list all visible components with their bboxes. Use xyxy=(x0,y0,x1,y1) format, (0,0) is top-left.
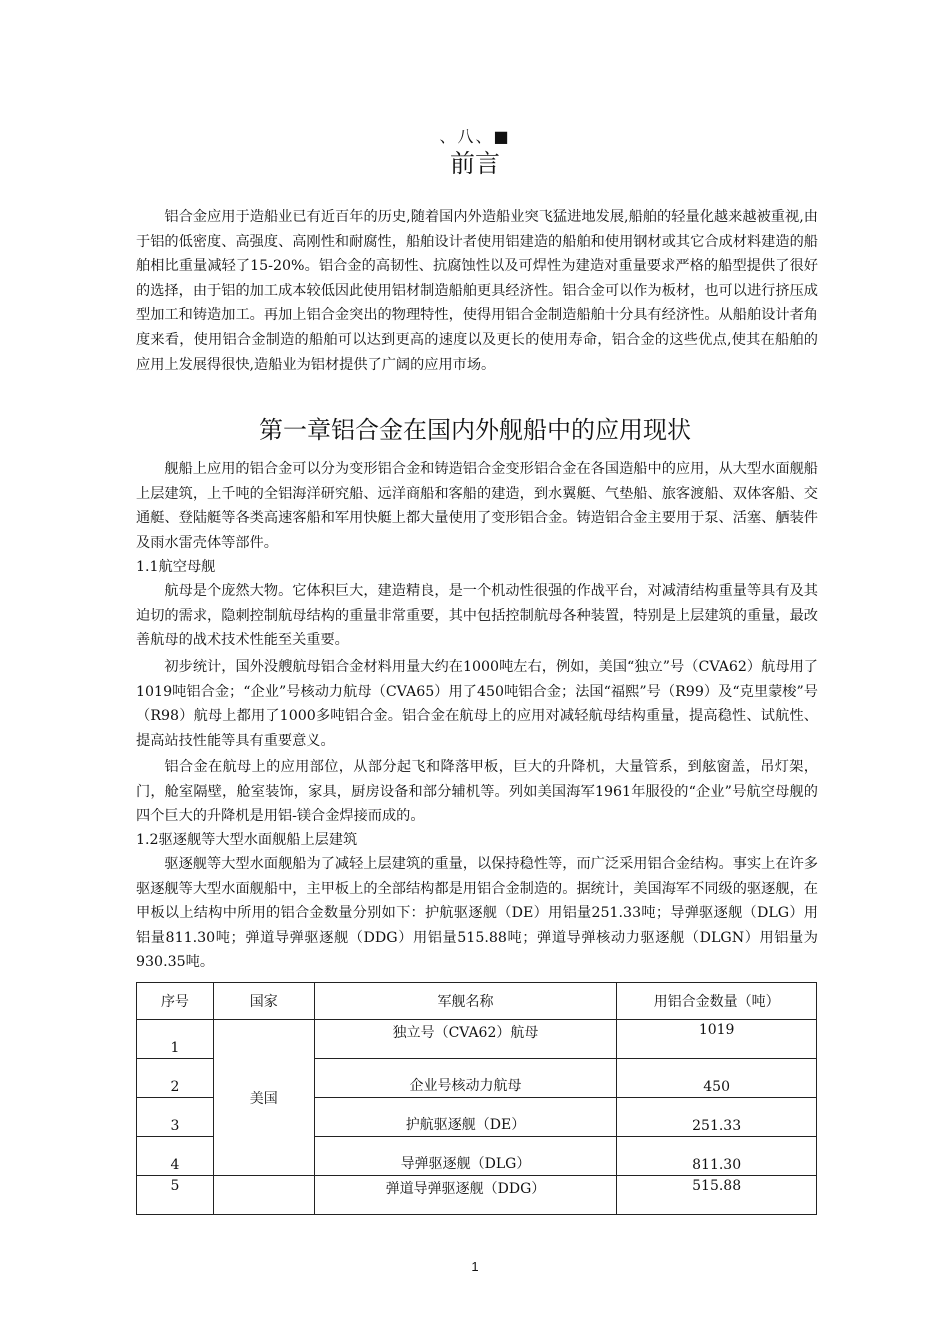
row-number-cell: 4 xyxy=(137,1137,214,1176)
table-header-cell: 军舰名称 xyxy=(314,983,617,1020)
row-number-cell: 1 xyxy=(137,1020,214,1059)
ship-name-cell: 独立号（CVA62）航母 xyxy=(314,1020,617,1059)
header-marker: 、八、■ xyxy=(439,127,511,146)
quantity-cell: 811.30 xyxy=(617,1137,817,1176)
section-1-2-paragraph-1: 驱逐舰等大型水面舰船为了减轻上层建筑的重量，以保持稳性等，而广泛采用铝合金结构。事实上在许多驱逐舰等大型水面舰船中，主甲板上的全部结构都是用铝合金制造的。据统计，美国海军不同级的驱逐舰，在甲板以上结构中所用的铝合金数量分别如下：护航驱逐舰（DE）用铝量251.33吨；导弹驱逐舰（DLG）用铝量811.30吨；弹道导弹驱逐舰（DDG）用铝量515.88吨；弹道导弹核动力驱逐舰（DLGN）用铝量为930.35吨。 xyxy=(136,856,818,971)
section-heading-1-1: 1.1航空母舰 xyxy=(136,559,216,575)
table-header-cell: 用铝合金数量（吨） xyxy=(617,983,817,1020)
chapter-intro-paragraph: 舰船上应用的铝合金可以分为变形铝合金和铸造铝合金变形铝合金在各国造船中的应用，从大型水面舰船上层建筑，上千吨的全铝海洋研究船、远洋商船和客船的建造，到水翼艇、气垫船、旅客渡船、双体客船、交通艇、登陆艇等各类高速客船和军用快艇上都大量使用了变形铝合金。铸造铝合金主要用于泵、活塞、舾装件及雨水雷壳体等部件。 xyxy=(136,461,818,551)
section-heading-1-2: 1.2驱逐舰等大型水面舰船上层建筑 xyxy=(136,832,358,848)
ship-name-cell: 护航驱逐舰（DE） xyxy=(314,1098,617,1137)
chapter-title: 第一章铝合金在国内外舰船中的应用现状 xyxy=(259,416,691,444)
section-1-1-paragraph-2: 初步统计，国外没艘航母铝合金材料用量大约在1000吨左右，例如，美国“独立”号（CVA62）航母用了1019吨铝合金；“企业”号核动力航母（CVA65）用了450吨铝合金；法国“福熙”号（R99）及“克里蒙梭”号（R98）航母上都用了1000多吨铝合金。铝合金在航母上的应用对减轻航母结构重量，提高稳性、试航性、提高站技性能等具有重要意义。 xyxy=(136,659,818,749)
preface-paragraph: 铝合金应用于造船业已有近百年的历史,随着国内外造船业突飞猛进地发展,船舶的轻量化越来越被重视,由于铝的低密度、高强度、高刚性和耐腐性，船舶设计者使用铝建造的船舶和使用钢材或其它合成材料建造的船舶相比重量减轻了15-20%。铝合金的高韧性、抗腐蚀性以及可焊性为建造对重量要求严格的船型提供了很好的选择，由于铝的加工成本较低因此使用铝材制造船舶更具经济性。铝合金可以作为板材，也可以进行挤压成型加工和铸造加工。再加上铝合金突出的物理特性，使得用铝合金制造船舶十分具有经济性。从船舶设计者角度来看，使用铝合金制造的船舶可以达到更高的速度以及更长的使用寿命，铝合金的这些优点,使其在船舶的应用上发展得很快,造船业为铝材提供了广阔的应用市场。 xyxy=(136,209,818,373)
section-1-1-paragraph-3: 铝合金在航母上的应用部位，从部分起飞和降落甲板，巨大的升降机，大量管系，到舷窗盖，吊灯架，门，舱室隔壁，舱室装饰，家具，厨房设备和部分辅机等。列如美国海军1961年服役的“企业”号航空母舰的四个巨大的升降机是用铝-镁合金焊接而成的。 xyxy=(136,759,818,825)
quantity-cell: 251.33 xyxy=(617,1098,817,1137)
table-header-cell: 国家 xyxy=(213,983,314,1020)
table-header-row xyxy=(137,983,817,1020)
table-row xyxy=(137,1020,817,1059)
quantity-cell: 1019 xyxy=(617,1020,817,1059)
aluminum-usage-table xyxy=(136,982,817,1215)
country-cell-empty xyxy=(213,1176,314,1215)
country-cell: 美国 xyxy=(213,1020,314,1176)
quantity-cell: 515.88 xyxy=(617,1176,817,1215)
row-number-cell: 2 xyxy=(137,1059,214,1098)
page-number: 1 xyxy=(471,1259,479,1274)
page-title: 前言 xyxy=(449,149,500,178)
table-row xyxy=(137,1176,817,1215)
ship-name-cell: 导弹驱逐舰（DLG） xyxy=(314,1137,617,1176)
ship-name-cell: 企业号核动力航母 xyxy=(314,1059,617,1098)
row-number-cell: 5 xyxy=(137,1176,214,1215)
row-number-cell: 3 xyxy=(137,1098,214,1137)
table-header-cell: 序号 xyxy=(137,983,214,1020)
ship-name-cell: 弹道导弹驱逐舰（DDG） xyxy=(314,1176,617,1215)
quantity-cell: 450 xyxy=(617,1059,817,1098)
section-1-1-paragraph-1: 航母是个庞然大物。它体积巨大，建造精良，是一个机动性很强的作战平台，对减清结构重量等具有及其迫切的需求，隐刺控制航母结构的重量非常重要，其中包括控制航母各种装置，特别是上层建筑的重量，最改善航母的战术技术性能至关重要。 xyxy=(136,583,818,649)
